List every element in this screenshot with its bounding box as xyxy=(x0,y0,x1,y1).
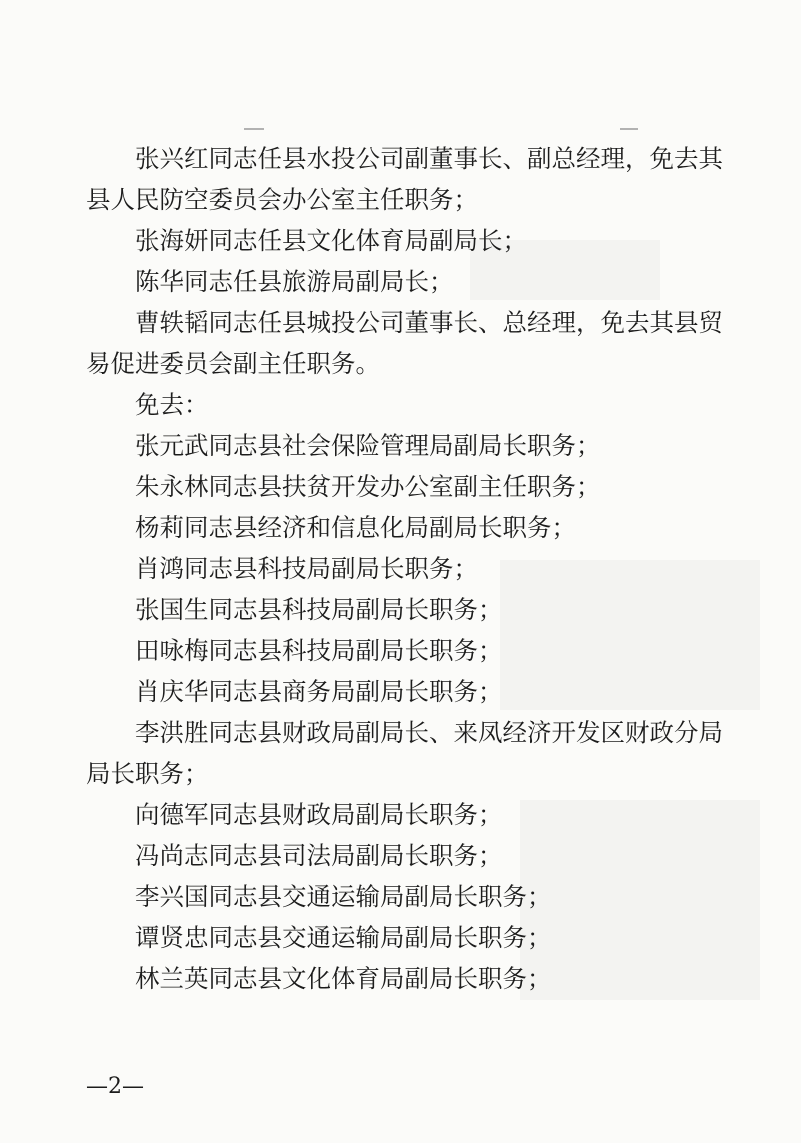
paragraph: 田咏梅同志县科技局副局长职务； xyxy=(135,636,503,665)
document-body xyxy=(86,138,726,999)
paragraph: 张国生同志县科技局副局长职务； xyxy=(135,595,503,624)
section-heading: 免去： xyxy=(135,390,209,419)
paragraph: 李兴国同志县交通运输局副局长职务； xyxy=(135,882,552,911)
paragraph: 杨莉同志县经济和信息化局副局长职务； xyxy=(135,513,576,542)
scan-mark xyxy=(620,128,638,130)
paragraph: 李洪胜同志县财政局副局长、来凤经济开发区财政分局局长职务； xyxy=(86,718,723,788)
paragraph: 朱永林同志县扶贫开发办公室副主任职务； xyxy=(135,472,601,501)
paragraph: 林兰英同志县文化体育局副局长职务； xyxy=(135,964,552,993)
page-number: —2— xyxy=(86,1074,144,1099)
paragraph: 肖庆华同志县商务局副局长职务； xyxy=(135,677,503,706)
paragraph: 陈华同志任县旅游局副局长； xyxy=(135,267,454,296)
paragraph: 肖鸿同志县科技局副局长职务； xyxy=(135,554,478,583)
paragraph: 张海妍同志任县文化体育局副局长； xyxy=(135,226,527,255)
scan-mark xyxy=(244,128,264,130)
paragraph: 曹轶韬同志任县城投公司董事长、总经理，免去其县贸易促进委员会副主任职务。 xyxy=(86,308,723,378)
paragraph: 张兴红同志任县水投公司副董事长、副总经理，免去其县人民防空委员会办公室主任职务； xyxy=(86,144,723,214)
paragraph: 谭贤忠同志县交通运输局副局长职务； xyxy=(135,923,552,952)
paragraph: 向德军同志县财政局副局长职务； xyxy=(135,800,503,829)
paragraph: 冯尚志同志县司法局副局长职务； xyxy=(135,841,503,870)
paragraph: 张元武同志县社会保险管理局副局长职务； xyxy=(135,431,601,460)
